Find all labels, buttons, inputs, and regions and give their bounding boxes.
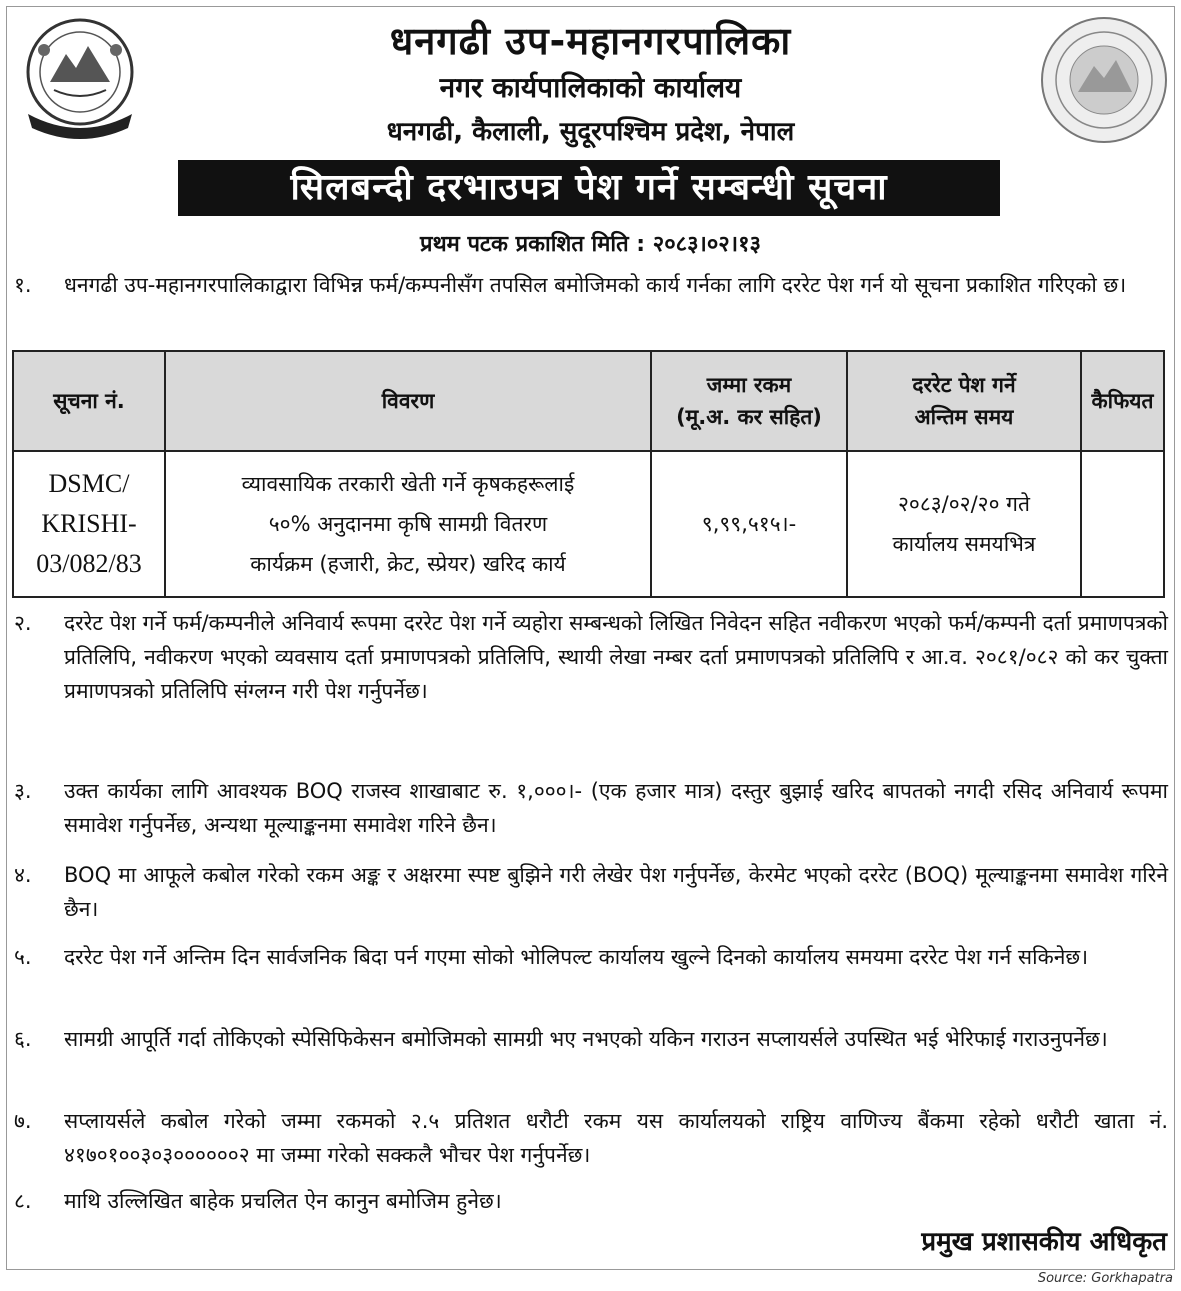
point-text: धनगढी उप-महानगरपालिकाद्वारा विभिन्न फर्म/कम्पनीसँग तपसिल बमोजिमको कार्य गर्नका लागि दररेट पेश गर्न यो सूचना प्रकाशित गरिएको छ। [64,273,1127,297]
col-amount-line2: (मू.अ. कर सहित) [676,405,822,429]
point-number: ३. [14,779,32,803]
cell-deadline [847,451,1081,597]
signature-title: प्रमुख प्रशासकीय अधिकृत [921,1227,1167,1257]
point-number: २. [14,611,32,635]
col-deadline-line1: दररेट पेश गर्ने [912,373,1016,397]
notice-no-line: DSMC/ [48,469,130,498]
deadline-line: कार्यालय समयभित्र [892,532,1036,556]
point-2 [14,606,1168,708]
point-number: १. [14,273,32,297]
org-name: धनगढी उप-महानगरपालिका [389,19,792,63]
table-row [13,451,1164,597]
description-line: व्यावसायिक तरकारी खेती गर्ने कृषकहरूलाई [241,472,575,496]
col-description: विवरण [165,351,651,451]
point-text: माथि उल्लिखित बाहेक प्रचलित ऐन कानुन बमोजिम हुनेछ। [64,1189,502,1213]
point-text: उक्त कार्यका लागि आवश्यक BOQ राजस्व शाखाबाट रु. १,०००।- (एक हजार मात्र) दस्तुर बुझाई खरिद बापतको नगदी रसिद अनिवार्य रूपमा समावेश गर्नुपर्नेछ, अन्यथा मूल्याङ्कनमा समावेश गरिने छैन। [64,779,1168,837]
point-number: ६. [14,1027,32,1051]
cell-description [165,451,651,597]
deadline-line: २०८३/०२/२० गते [898,492,1030,516]
col-notice-no: सूचना नं. [13,351,165,451]
cell-remarks [1081,451,1164,597]
notice-title-banner: सिलबन्दी दरभाउपत्र पेश गर्ने सम्बन्धी सूचना [178,160,1000,216]
office-name: नगर कार्यपालिकाको कार्यालय [439,71,742,104]
intro-paragraph [14,268,1168,302]
col-amount [651,351,847,451]
description-line: कार्यक्रम (हजारी, क्रेट, स्प्रेयर) खरिद कार्य [250,552,566,576]
point-4 [14,858,1168,926]
col-amount-line1: जम्मा रकम [706,373,792,397]
description-line: ५०% अनुदानमा कृषि सामग्री वितरण [268,512,548,536]
point-number: ८. [14,1189,32,1213]
point-text: दररेट पेश गर्ने अन्तिम दिन सार्वजनिक बिदा पर्न गएमा सोको भोलिपल्ट कार्यालय खुल्ने दिनको कार्यालय समयमा दररेट पेश गर्न सकिनेछ। [64,945,1089,969]
point-5 [14,940,1168,974]
office-address: धनगढी, कैलाली, सुदूरपश्चिम प्रदेश, नेपाल [386,117,795,147]
table-header-row [13,351,1164,451]
col-deadline-line2: अन्तिम समय [914,405,1014,429]
point-number: ७. [14,1109,32,1133]
point-text: दररेट पेश गर्ने फर्म/कम्पनीले अनिवार्य रूपमा दररेट पेश गर्ने व्यहोरा सम्बन्धको लिखित निवेदन सहित नवीकरण भएको फर्म/कम्पनी दर्ता प्रमाणपत्रको प्रतिलिपि, नवीकरण भएको व्यवसाय दर्ता प्रमाणपत्रको प्रतिलिपि, स्थायी लेखा नम्बर दर्ता प्रमाणपत्रको प्रतिलिपि र आ.व. २०८१/०८२ को कर चुक्ता प्रमाणपत्रको प्रतिलिपि संग्लग्न गरी पेश गर्नुपर्नेछ। [64,611,1168,703]
point-number: ५. [14,945,32,969]
point-text: सप्लायर्सले कबोल गरेको जम्मा रकमको २.५ प्रतिशत धरौटी रकम यस कार्यालयको राष्ट्रिय वाणिज्य बैंकमा रहेको धरौटी खाता नं. ४१७०१००३०३००००००२ मा जम्मा गरेको सक्कलै भौचर पेश गर्नुपर्नेछ। [64,1109,1168,1167]
point-text: BOQ मा आफूले कबोल गरेको रकम अङ्क र अक्षरमा स्पष्ट बुझिने गरी लेखेर पेश गर्नुपर्नेछ, केरमेट भएको दररेट (BOQ) मूल्याङ्कनमा समावेश गरिने छैन। [64,863,1168,921]
notice-no-line: KRISHI- [41,509,137,538]
point-text: सामग्री आपूर्ति गर्दा तोकिएको स्पेसिफिकेसन बमोजिमको सामग्री भए नभएको यकिन गराउन सप्लायर्सले उपस्थित भई भेरिफाई गराउनुपर्नेछ। [64,1027,1108,1051]
cell-notice-no [13,451,165,597]
point-6 [14,1022,1168,1056]
point-7 [14,1104,1168,1172]
col-deadline [847,351,1081,451]
point-8 [14,1184,1168,1218]
point-number: ४. [14,863,32,887]
tender-table [12,350,1165,598]
cell-amount: ९,९९,५१५।- [651,451,847,597]
notice-no-line: 03/082/83 [36,549,142,578]
col-remarks: कैफियत [1081,351,1164,451]
source-credit: Source: Gorkhapatra [1037,1271,1173,1286]
point-3 [14,774,1168,842]
publication-date: प्रथम पटक प्रकाशित मिति : २०८३।०२।१३ [420,232,761,257]
